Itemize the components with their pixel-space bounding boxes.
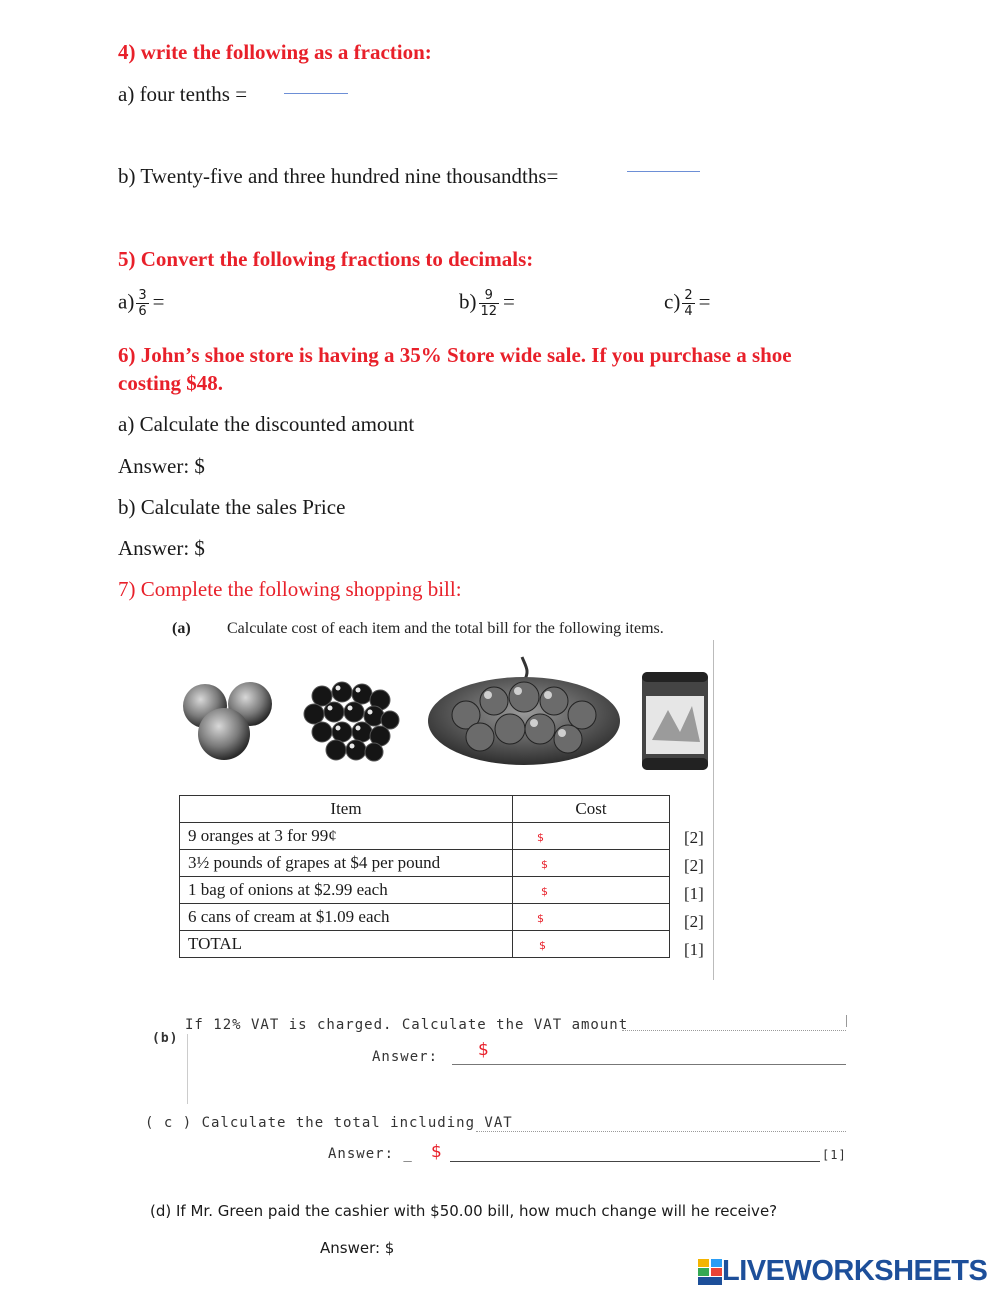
onions-image xyxy=(426,655,622,767)
marks-cream: [2] xyxy=(684,912,704,931)
q6a-prompt: a) Calculate the discounted amount xyxy=(118,412,415,436)
q5b-numerator: 9 xyxy=(484,288,493,303)
bill-cost-cream-dollar: $ xyxy=(537,912,544,925)
q7b-answer-line[interactable] xyxy=(452,1064,846,1065)
q5a-fraction xyxy=(136,288,148,319)
q7b-label: (b) xyxy=(152,1031,179,1046)
table-header-item: Item xyxy=(180,796,513,823)
bill-cost-grapes-input[interactable] xyxy=(513,850,670,877)
q7c-answer-line[interactable] xyxy=(450,1161,820,1162)
q5c-label: c) xyxy=(664,289,681,314)
q4a-answer-blank[interactable] xyxy=(284,93,348,94)
q7c-prompt: ( c ) Calculate the total including VAT xyxy=(145,1115,513,1131)
bill-cost-total-input[interactable] xyxy=(513,931,670,958)
q5b-equals: = xyxy=(503,289,515,314)
bill-item-oranges: 9 oranges at 3 for 99¢ xyxy=(180,823,513,850)
q7b-margin-tick xyxy=(846,1015,847,1027)
marks-total: [1] xyxy=(684,940,704,959)
q5b-fraction xyxy=(479,288,500,319)
q7b-answer-label: Answer: xyxy=(372,1049,439,1065)
q7b-left-rule xyxy=(187,1034,188,1104)
grapes-image xyxy=(300,676,400,766)
q5c-item xyxy=(664,288,710,319)
oranges-image xyxy=(180,676,276,762)
q5c-denominator: 4 xyxy=(684,304,693,319)
q5a-numerator: 3 xyxy=(138,288,147,303)
q5-heading: 5) Convert the following fractions to decimals: xyxy=(118,247,534,271)
bill-cost-oranges-input[interactable] xyxy=(513,823,670,850)
q5c-equals: = xyxy=(698,289,711,314)
q5c-numerator: 2 xyxy=(684,288,693,303)
q5b-denominator: 12 xyxy=(480,304,498,319)
bill-cost-grapes-dollar: $ xyxy=(541,858,548,871)
q4a-prompt: a) four tenths = xyxy=(118,82,248,106)
table-row xyxy=(180,931,670,958)
q6-heading-line2: costing $48. xyxy=(118,371,223,395)
q7c-answer-label: Answer: _ xyxy=(328,1146,413,1162)
bill-cost-oranges-dollar: $ xyxy=(537,831,544,844)
q5a-denominator: 6 xyxy=(138,304,147,319)
bill-cost-onions-dollar: $ xyxy=(541,885,548,898)
table-row xyxy=(180,904,670,931)
liveworksheets-logo xyxy=(698,1255,987,1288)
q7c-marks: [1] xyxy=(822,1148,847,1162)
q5a-label: a) xyxy=(118,289,135,314)
table-header-row xyxy=(180,796,670,823)
q4b-prompt: b) Twenty-five and three hundred nine thousandths= xyxy=(118,164,559,188)
marks-oranges: [2] xyxy=(684,828,704,847)
q4b-answer-blank[interactable] xyxy=(627,171,700,172)
q7c-working-line xyxy=(476,1131,846,1132)
bill-item-cream: 6 cans of cream at $1.09 each xyxy=(180,904,513,931)
bill-item-total: TOTAL xyxy=(180,931,513,958)
q6a-answer[interactable]: Answer: $ xyxy=(118,454,205,478)
q5c-fraction xyxy=(682,288,694,319)
bill-item-grapes: 3½ pounds of grapes at $4 per pound xyxy=(180,850,513,877)
marks-onions: [1] xyxy=(684,884,704,903)
q7d-prompt: (d) If Mr. Green paid the cashier with $50.00 bill, how much change will he receive? xyxy=(150,1202,778,1220)
q7b-prompt: If 12% VAT is charged. Calculate the VAT amount xyxy=(185,1017,629,1033)
q6-heading-line1: 6) John’s shoe store is having a 35% Store wide sale. If you purchase a shoe xyxy=(118,343,792,367)
table-header-cost: Cost xyxy=(513,796,670,823)
marks-grapes: [2] xyxy=(684,856,704,875)
q5b-label: b) xyxy=(459,289,477,314)
q7b-answer-dollar: $ xyxy=(478,1040,489,1060)
q6b-answer[interactable]: Answer: $ xyxy=(118,536,205,560)
q6b-prompt: b) Calculate the sales Price xyxy=(118,495,346,519)
bill-cost-total-dollar: $ xyxy=(539,939,546,952)
scan-edge-divider xyxy=(713,640,714,980)
q7a-label: (a) xyxy=(172,620,191,637)
q5a-item xyxy=(118,288,164,319)
liveworksheets-logo-text: LIVEWORKSHEETS xyxy=(722,1255,988,1287)
q7d-answer[interactable]: Answer: $ xyxy=(320,1239,395,1257)
q7b-working-line xyxy=(622,1030,846,1031)
cream-can-image xyxy=(640,670,714,774)
q5a-equals: = xyxy=(152,289,165,314)
q7a-instruction: Calculate cost of each item and the total bill for the following items. xyxy=(227,620,664,637)
q7c-answer-dollar: $ xyxy=(431,1142,442,1162)
bill-item-onions: 1 bag of onions at $2.99 each xyxy=(180,877,513,904)
shopping-bill-table xyxy=(179,795,670,958)
table-row xyxy=(180,823,670,850)
q5b-item xyxy=(459,288,515,319)
table-row xyxy=(180,877,670,904)
table-row xyxy=(180,850,670,877)
bill-cost-cream-input[interactable] xyxy=(513,904,670,931)
bill-cost-onions-input[interactable] xyxy=(513,877,670,904)
q4-heading: 4) write the following as a fraction: xyxy=(118,40,432,64)
q7-heading: 7) Complete the following shopping bill: xyxy=(118,577,462,601)
liveworksheets-logo-icon xyxy=(698,1259,722,1285)
